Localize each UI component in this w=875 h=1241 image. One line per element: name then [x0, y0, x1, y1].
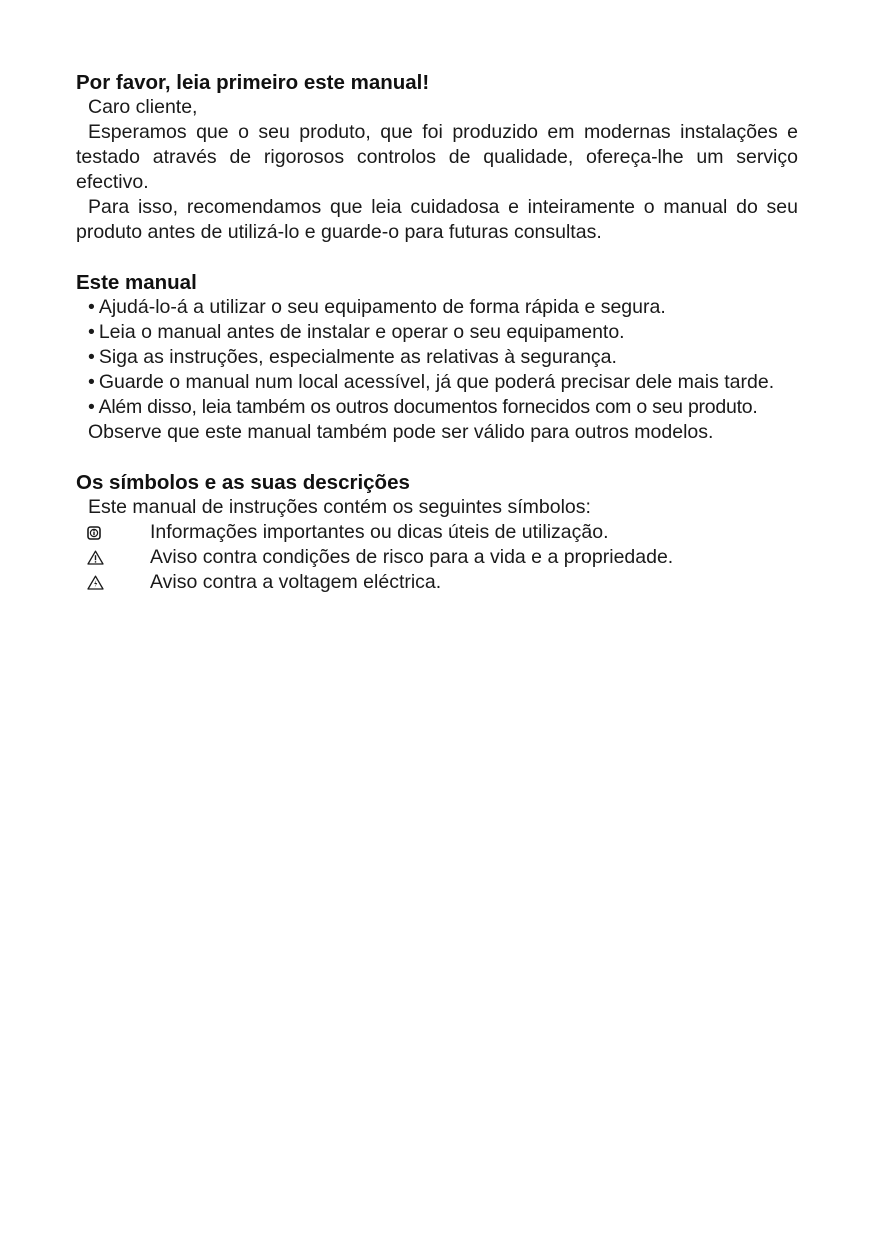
bullet-icon: •: [88, 346, 95, 368]
symbols-intro: Este manual de instruções contém os seguintes símbolos:: [88, 496, 591, 518]
info-icon: [76, 526, 150, 540]
greeting: Caro cliente,: [88, 96, 198, 118]
intro-paragraph-2: Para isso, recomendamos que leia cuidadosa e inteiramente o manual do seu produto antes de utilizá-lo e guarde-o para futuras consultas.: [76, 196, 798, 243]
manual-page: [76, 70, 798, 620]
symbols-section: [76, 470, 798, 595]
bullet-icon: •: [88, 321, 95, 343]
manual-section: [76, 270, 798, 445]
list-item: • Ajudá-lo-á a utilizar o seu equipamento de forma rápida e segura.: [88, 296, 666, 318]
intro-paragraph-1: Esperamos que o seu produto, que foi produzido em modernas instalações e testado através de rigorosos controlos de qualidade, ofereça-lhe um serviço efectivo.: [76, 121, 798, 193]
list-item: • Além disso, leia também os outros documentos fornecidos com o seu produto.: [88, 396, 758, 418]
bullet-icon: •: [88, 371, 95, 393]
list-item: • Guarde o manual num local acessível, já que poderá precisar dele mais tarde.: [88, 371, 775, 393]
symbol-description: Aviso contra a voltagem eléctrica.: [150, 571, 442, 593]
bullet-icon: •: [88, 396, 95, 418]
symbol-row-warning: [76, 545, 798, 570]
manual-title: Este manual: [76, 271, 197, 294]
list-item: • Siga as instruções, especialmente as relativas à segurança.: [88, 346, 617, 368]
manual-note: Observe que este manual também pode ser válido para outros modelos.: [88, 421, 714, 443]
manual-bullet-list: [76, 295, 798, 420]
symbol-row-info: [76, 520, 798, 545]
symbol-row-electric: [76, 570, 798, 595]
symbols-title: Os símbolos e as suas descrições: [76, 471, 410, 494]
electric-warning-icon: [76, 575, 150, 590]
bullet-icon: •: [88, 296, 95, 318]
warning-icon: [76, 550, 150, 565]
intro-section: [76, 70, 798, 245]
intro-title: Por favor, leia primeiro este manual!: [76, 71, 430, 94]
list-item: • Leia o manual antes de instalar e operar o seu equipamento.: [88, 321, 625, 343]
symbol-description: Aviso contra condições de risco para a vida e a propriedade.: [150, 546, 674, 568]
symbol-description: Informações importantes ou dicas úteis de utilização.: [150, 521, 609, 543]
